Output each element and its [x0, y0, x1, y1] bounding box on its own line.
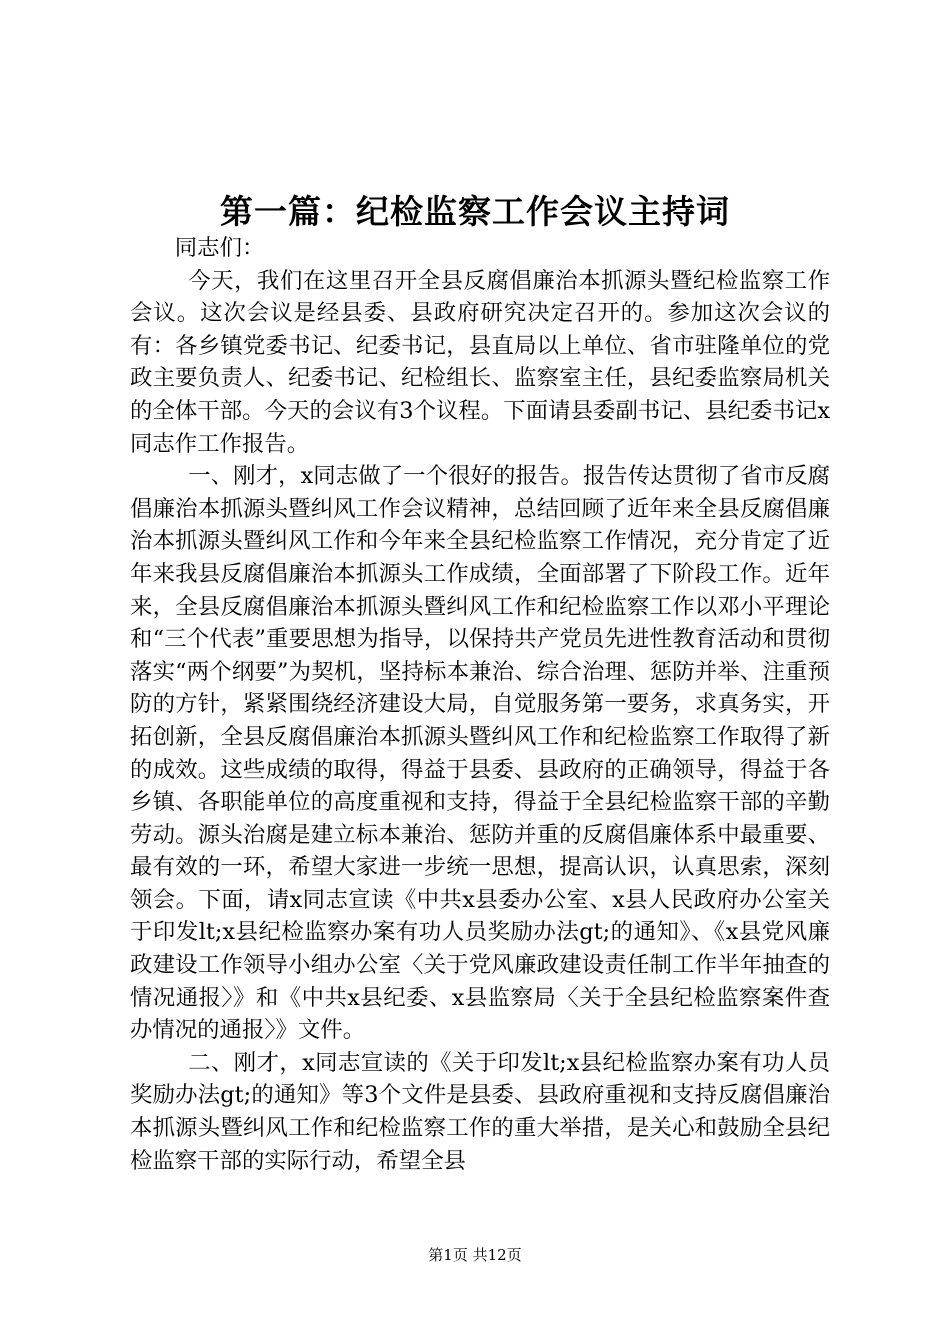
- document-title: 第一篇：纪检监察工作会议主持词: [220, 192, 730, 231]
- paragraph-2: 一、刚才，x同志做了一个很好的报告。报告传达贯彻了省市反腐倡廉治本抓源头暨纠风工作会议精神，总结回顾了近年来全县反腐倡廉治本抓源头暨纠风工作和今年来全县纪检监察工作情况，充分肯定了近年来我县反腐倡廉治本抓源头工作成绩，全面部署了下阶段工作。近年来，全县反腐倡廉治本抓源头暨纠风工作和纪检监察工作以邓小平理论和“三个代表”重要思想为指导，以保持共产党员先进性教育活动和贯彻落实“两个纲要”为契机，坚持标本兼治、综合治理、惩防并举、注重预防的方针，紧紧围绕经济建设大局，自觉服务第一要务，求真务实，开拓创新，全县反腐倡廉治本抓源头暨纠风工作和纪检监察工作取得了新的成效。这些成绩的取得，得益于县委、县政府的正确领导，得益于各乡镇、各职能单位的高度重视和支持，得益于全县纪检监察干部的辛勤劳动。源头治腐是建立标本兼治、惩防并重的反腐倡廉体系中最重要、最有效的一环，希望大家进一步统一思想，提高认识，认真思索，深刻领会。下面，请x同志宣读《中共x县委办公室、x县人民政府办公室关于印发lt;x县纪检监察办案有功人员奖励办法gt;的通知》、《x县党风廉政建设工作领导小组办公室〈关于党风廉政建设责任制工作半年抽查的情况通报〉》和《中共x县纪委、x县监察局〈关于全县纪检监察案件查办情况的通报〉》文件。: [130, 463, 830, 1044]
- paragraph-3: 二、刚才，x同志宣读的《关于印发lt;x县纪检监察办案有功人员奖励办法gt;的通知》等3个文件是县委、县政府重视和支持反腐倡廉治本抓源头暨纠风工作和纪检监察工作的重大举措，是关心和鼓励全县纪检监察干部的实际行动，希望全县: [130, 1049, 830, 1174]
- document-body: [130, 232, 830, 1177]
- page-footer: 第1页 共12页: [428, 1246, 522, 1264]
- paragraph-1: 今天，我们在这里召开全县反腐倡廉治本抓源头暨纪检监察工作会议。这次会议是经县委、县政府研究决定召开的。参加这次会议的有：各乡镇党委书记、纪委书记，县直局以上单位、省市驻隆单位的党政主要负责人、纪委书记、纪检组长、监察室主任，县纪委监察局机关的全体干部。今天的会议有3个议程。下面请县委副书记、县纪委书记x同志作工作报告。: [130, 267, 830, 457]
- salutation: 同志们：: [174, 235, 265, 261]
